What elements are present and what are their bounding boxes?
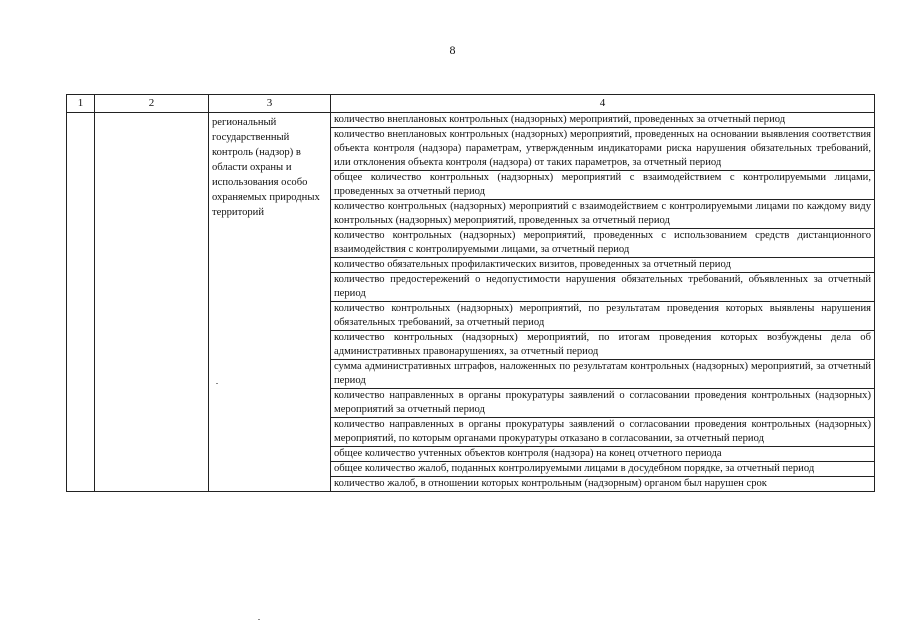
scan-speck <box>216 383 218 384</box>
indicator-cell: количество контрольных (надзорных) мероприятий, проведенных с использованием средств дистанционного взаимодействия с контролируемыми лицами, за отчетный период <box>331 229 875 258</box>
indicators-table <box>66 94 875 492</box>
indicator-cell: количество обязательных профилактических визитов, проведенных за отчетный период <box>331 258 875 273</box>
header-col-1: 1 <box>67 95 95 113</box>
indicator-cell: общее количество контрольных (надзорных) мероприятий с взаимодействием с контролируемыми лицами, проведенных за отчетный период <box>331 171 875 200</box>
page-number: 8 <box>449 43 456 57</box>
indicator-cell: количество контрольных (надзорных) мероприятий, по результатам проведения которых выявлены нарушения обязательных требований, за отчетный период <box>331 302 875 331</box>
indicator-cell: количество внеплановых контрольных (надзорных) мероприятий, проведенных на основании выявления соответствия объекта контроля (надзора) параметрам, утвержденным индикаторами риска нарушения обязательных требований, или отклонения объекта контроля (надзора) от таких параметров, за отчетный период <box>331 128 875 171</box>
indicator-cell: общее количество учтенных объектов контроля (надзора) на конец отчетного периода <box>331 447 875 462</box>
table-row <box>67 113 875 128</box>
cell-col-1 <box>67 113 95 492</box>
indicator-cell: количество контрольных (надзорных) мероприятий с взаимодействием с контролируемыми лицами по каждому виду контрольных (надзорных) мероприятий, проведенных за отчетный период <box>331 200 875 229</box>
header-col-3: 3 <box>209 95 331 113</box>
indicator-cell: количество жалоб, в отношении которых контрольным (надзорным) органом был нарушен срок <box>331 477 875 492</box>
indicator-cell: количество направленных в органы прокуратуры заявлений о согласовании проведения контрольных (надзорных) мероприятий, по которым органами прокуратуры отказано в согласовании, за отчетный период <box>331 418 875 447</box>
control-type-cell: региональный государственный контроль (надзор) в области охраны и использования особо охраняемых природных территорий <box>209 113 331 492</box>
table-header-row <box>67 95 875 113</box>
indicator-cell: количество внеплановых контрольных (надзорных) мероприятий, проведенных за отчетный период <box>331 113 875 128</box>
header-col-4: 4 <box>331 95 875 113</box>
header-col-2: 2 <box>95 95 209 113</box>
indicator-cell: количество направленных в органы прокуратуры заявлений о согласовании проведения контрольных (надзорных) мероприятий за отчетный период <box>331 389 875 418</box>
table-body <box>67 113 875 492</box>
indicator-cell: сумма административных штрафов, наложенных по результатам контрольных (надзорных) мероприятий, за отчетный период <box>331 360 875 389</box>
indicator-cell: количество контрольных (надзорных) мероприятий, по итогам проведения которых возбуждены дела об административных правонарушениях, за отчетный период <box>331 331 875 360</box>
cell-col-2 <box>95 113 209 492</box>
indicator-cell: количество предостережений о недопустимости нарушения обязательных требований, объявленных за отчетный период <box>331 273 875 302</box>
indicator-cell: общее количество жалоб, поданных контролируемыми лицами в досудебном порядке, за отчетный период <box>331 462 875 477</box>
scan-speck <box>258 619 260 620</box>
